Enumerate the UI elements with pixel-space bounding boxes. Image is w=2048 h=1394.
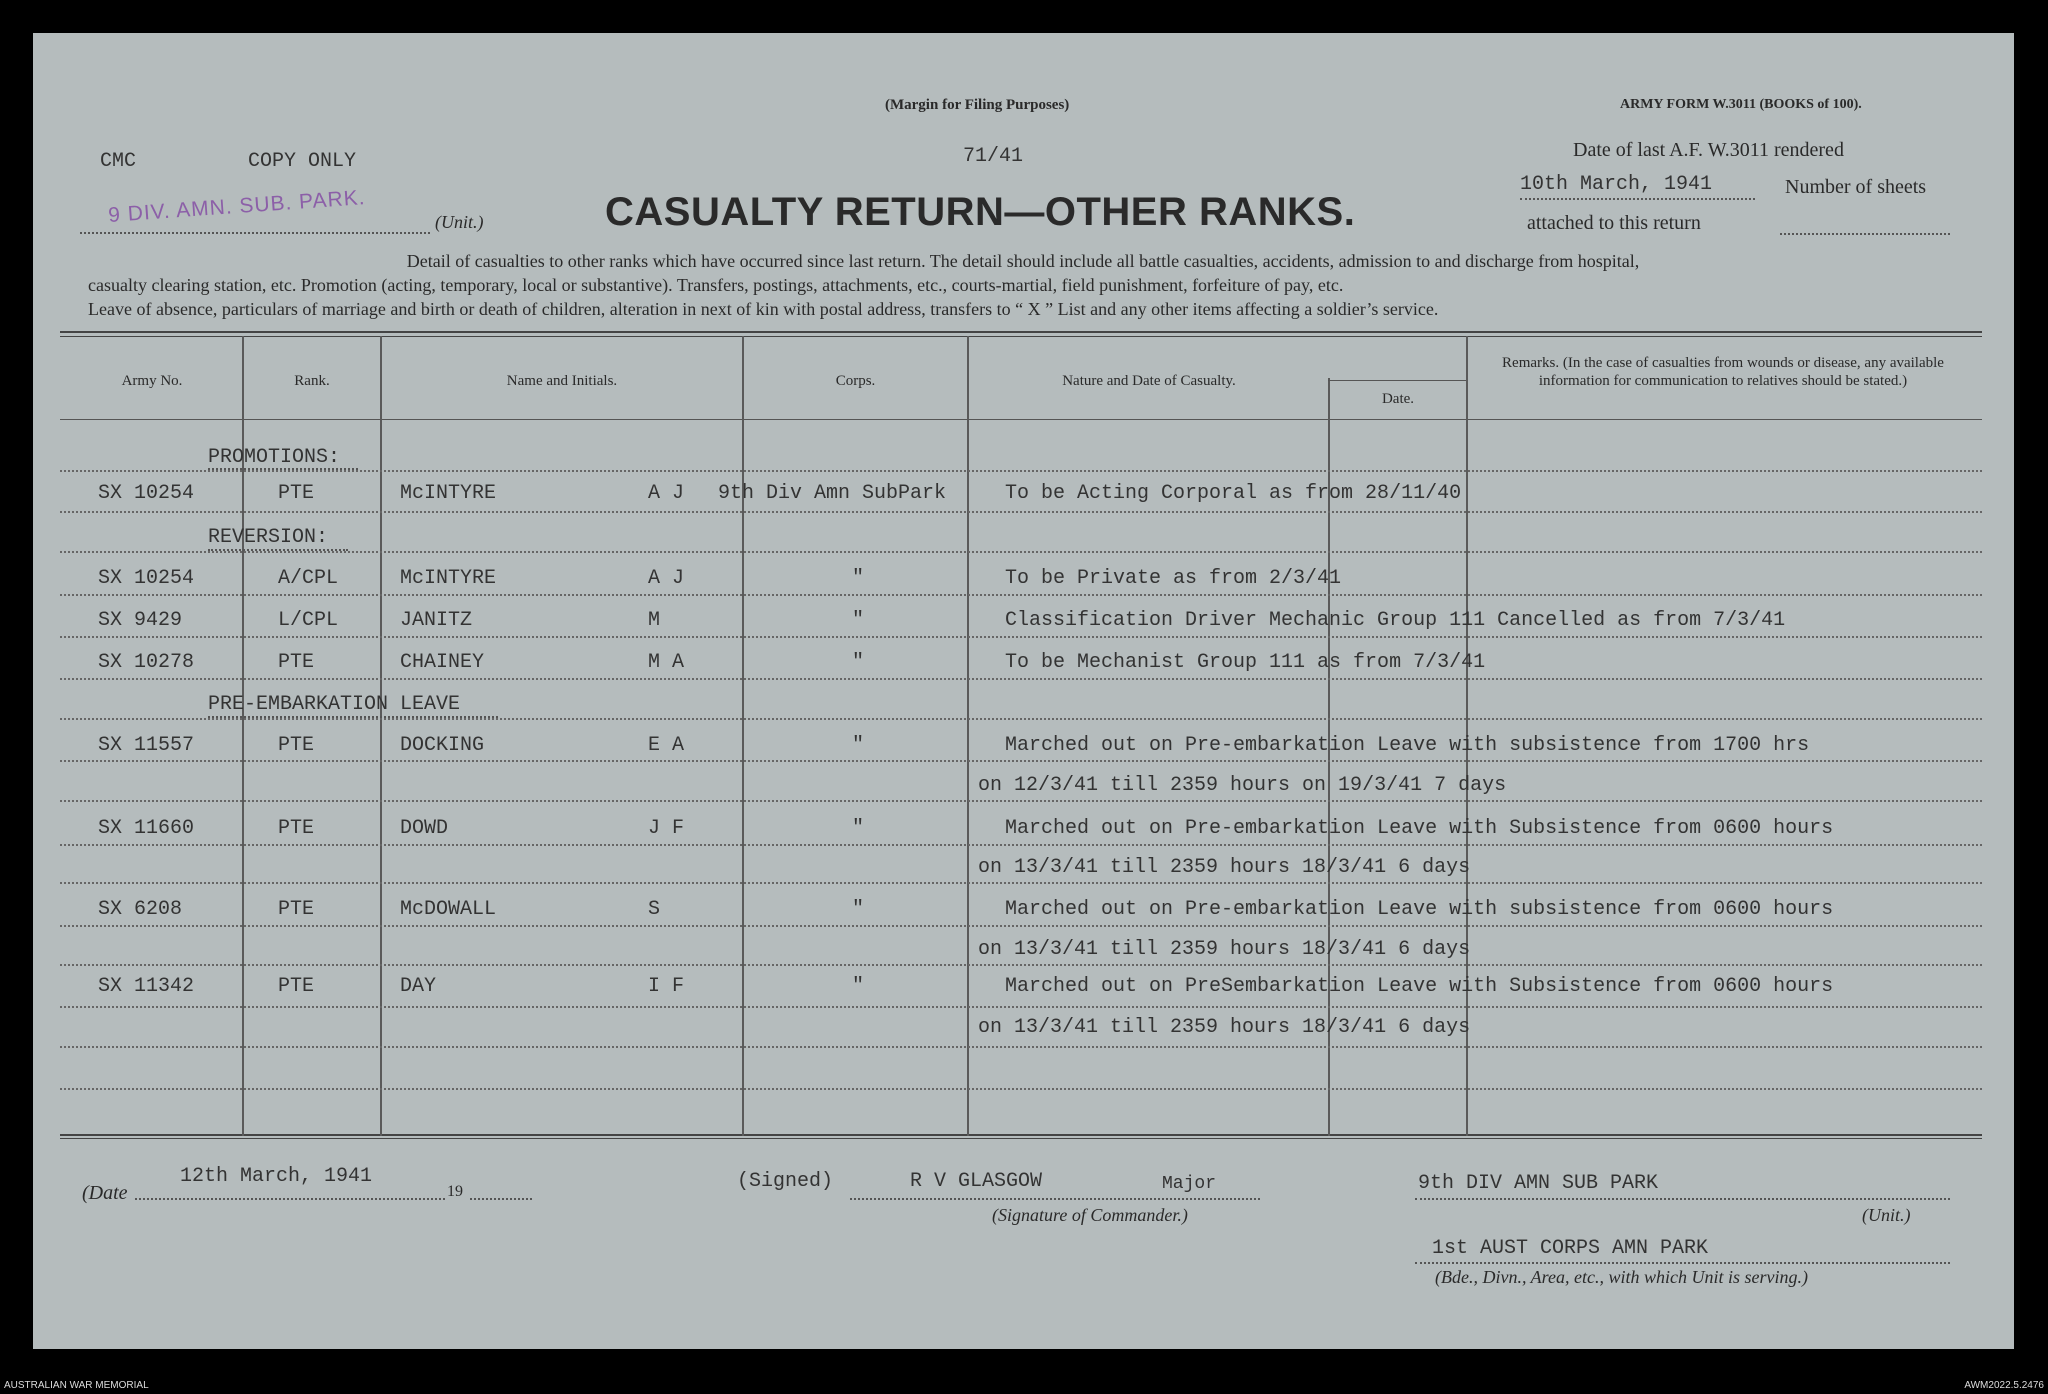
nature: Classification Driver Mechanic Group 111 Cancelled as from 7/3/41 — [1005, 609, 1786, 632]
nature-continued: on 13/3/41 till 2359 hours 18/3/41 6 days — [978, 856, 1471, 879]
reference-number: 71/41 — [963, 145, 1024, 168]
table-top-rule-2 — [60, 336, 1982, 337]
nature: Marched out on Pre-embarkation Leave with subsistence from 0600 hours — [1005, 898, 1834, 921]
row-line — [60, 718, 1982, 720]
nature-continued: on 12/3/41 till 2359 hours on 19/3/41 7 days — [978, 774, 1507, 797]
col-rank: Rank. — [294, 373, 330, 389]
initials: J F — [648, 817, 685, 840]
col-sep-3 — [742, 336, 744, 1136]
unit-stamp: 9 DIV. AMN. SUB. PARK. — [107, 186, 367, 227]
nature: To be Private as from 2/3/41 — [1005, 567, 1342, 590]
rank: PTE — [278, 651, 315, 674]
table-top-rule — [60, 331, 1982, 333]
nature-continued: on 13/3/41 till 2359 hours 18/3/41 6 days — [978, 938, 1471, 961]
initials: A J — [648, 482, 685, 505]
unit-label: (Unit.) — [435, 212, 484, 232]
nature: Marched out on PreSembarkation Leave with Subsistence from 0600 hours — [1005, 975, 1834, 998]
rank: A/CPL — [278, 567, 339, 590]
corps: " — [852, 609, 865, 632]
row-line — [60, 470, 1982, 472]
section-reversion: REVERSION: — [208, 526, 329, 549]
army-no: SX 10278 — [98, 651, 195, 674]
unit-value: 9th DIV AMN SUB PARK — [1418, 1172, 1659, 1195]
signature-rank: Major — [1162, 1174, 1217, 1194]
row-line — [60, 1046, 1982, 1048]
rank: PTE — [278, 975, 315, 998]
initials: S — [648, 898, 661, 921]
row-line — [60, 800, 1982, 802]
row-line — [60, 511, 1982, 513]
formation-value: 1st AUST CORPS AMN PARK — [1432, 1237, 1709, 1260]
rank: PTE — [278, 898, 315, 921]
formation-caption: (Bde., Divn., Area, etc., with which Unit is serving.) — [1435, 1267, 1808, 1287]
credit-right: AWM2022.5.2476 — [1964, 1380, 2044, 1391]
sheets-line — [1780, 233, 1950, 235]
col-army-no: Army No. — [121, 373, 183, 389]
rank: PTE — [278, 482, 315, 505]
instruction-line-3: Leave of absence, particulars of marriage and birth or death of children, alteration in next of kin with postal address, transfers to “ X ” List and any other items affecting a soldier’s service. — [88, 299, 1439, 319]
corps: " — [852, 898, 865, 921]
row-line — [60, 844, 1982, 846]
table-bottom-rule — [60, 1134, 1982, 1136]
section-underline — [208, 468, 358, 470]
section-promotions: PROMOTIONS: — [208, 446, 341, 469]
formation-line — [1415, 1262, 1950, 1264]
attached-label: attached to this return — [1527, 212, 1701, 234]
unit-footer-line — [1415, 1198, 1950, 1200]
corps: " — [852, 975, 865, 998]
row-line — [60, 1088, 1982, 1090]
army-no: SX 11557 — [98, 734, 195, 757]
corps: " — [852, 817, 865, 840]
table-bottom-rule-2 — [60, 1138, 1982, 1139]
date-label: (Date — [82, 1182, 128, 1204]
army-no: SX 9429 — [98, 609, 183, 632]
army-no: SX 6208 — [98, 898, 183, 921]
corps: " — [852, 651, 865, 674]
name: DOWD — [400, 817, 449, 840]
row-line — [60, 925, 1982, 927]
name: McDOWALL — [400, 898, 497, 921]
col-sep-2 — [380, 336, 382, 1136]
rank: L/CPL — [278, 609, 339, 632]
date-value: 12th March, 1941 — [180, 1165, 373, 1188]
nature: Marched out on Pre-embarkation Leave with subsistence from 1700 hrs — [1005, 734, 1810, 757]
initials: E A — [648, 734, 685, 757]
name: DAY — [400, 975, 437, 998]
row-line — [60, 594, 1982, 596]
form-title: CASUALTY RETURN—OTHER RANKS. — [605, 190, 1356, 234]
nature-continued: on 13/3/41 till 2359 hours 18/3/41 6 days — [978, 1016, 1471, 1039]
cmc-mark: CMC — [100, 150, 137, 173]
section-pre-embarkation: PRE-EMBARKATION LEAVE — [208, 693, 461, 716]
name: DOCKING — [400, 734, 485, 757]
col-nature: Nature and Date of Casualty. — [1062, 373, 1236, 389]
col-sep-4 — [967, 336, 969, 1136]
army-form-label: ARMY FORM W.3011 (BOOKS of 100). — [1620, 97, 1862, 112]
header-bottom-rule — [60, 419, 1982, 420]
col-date: Date. — [1381, 391, 1415, 407]
army-no: SX 11342 — [98, 975, 195, 998]
corps: " — [852, 567, 865, 590]
row-line — [60, 636, 1982, 638]
date-line — [135, 1198, 445, 1200]
signature-line — [850, 1198, 1260, 1200]
date-sub-rule — [1328, 380, 1466, 381]
instruction-line-2: casualty clearing station, etc. Promotion (acting, temporary, local or substantive). Transfers, postings, attachments, etc., courts-martial, field punishment, forfeiture of pay, etc. — [88, 275, 1344, 295]
date-suffix: 19 — [447, 1183, 463, 1200]
initials: A J — [648, 567, 685, 590]
nature: Marched out on Pre-embarkation Leave with Subsistence from 0600 hours — [1005, 817, 1834, 840]
nature: To be Acting Corporal as from 28/11/40 — [1005, 482, 1462, 505]
corps: 9th Div Amn SubPark — [718, 482, 947, 505]
army-no: SX 10254 — [98, 482, 195, 505]
section-underline — [208, 716, 498, 718]
rank: PTE — [278, 734, 315, 757]
date-last-value: 10th March, 1941 — [1520, 173, 1713, 196]
row-line — [60, 551, 1982, 553]
army-no: SX 10254 — [98, 567, 195, 590]
name: JANITZ — [400, 609, 473, 632]
row-line — [60, 964, 1982, 966]
initials: M — [648, 609, 661, 632]
signature-caption: (Signature of Commander.) — [992, 1205, 1188, 1225]
instructions — [88, 249, 1958, 321]
army-no: SX 11660 — [98, 817, 195, 840]
unit-line — [80, 232, 430, 234]
instruction-line-1: Detail of casualties to other ranks which have occurred since last return. The detail should include all battle casualties, accidents, admission to and discharge from hospital, — [406, 251, 1640, 271]
row-line — [60, 1006, 1982, 1008]
initials: M A — [648, 651, 685, 674]
corps: " — [852, 734, 865, 757]
col-name: Name and Initials. — [506, 373, 618, 389]
col-remarks: Remarks. (In the case of casualties from wounds or disease, any available information for communication to relatives should be stated.) — [1502, 355, 1944, 389]
rank: PTE — [278, 817, 315, 840]
initials: I F — [648, 975, 685, 998]
row-line — [60, 760, 1982, 762]
signed-label: (Signed) — [737, 1170, 834, 1193]
row-line — [60, 882, 1982, 884]
sheets-label: Number of sheets — [1785, 176, 1927, 198]
date-suffix-line — [470, 1198, 532, 1200]
copy-only-mark: COPY ONLY — [248, 150, 357, 173]
section-underline — [208, 549, 348, 551]
row-line — [60, 678, 1982, 680]
name: McINTYRE — [400, 567, 497, 590]
margin-note: (Margin for Filing Purposes) — [885, 97, 1070, 113]
date-last-label: Date of last A.F. W.3011 rendered — [1573, 139, 1844, 161]
col-corps: Corps. — [835, 373, 876, 389]
date-last-line — [1520, 198, 1755, 200]
name: CHAINEY — [400, 651, 485, 674]
signature: R V GLASGOW — [910, 1170, 1043, 1193]
credit-left: AUSTRALIAN WAR MEMORIAL — [4, 1380, 149, 1391]
name: McINTYRE — [400, 482, 497, 505]
unit-caption: (Unit.) — [1862, 1205, 1911, 1225]
nature: To be Mechanist Group 111 as from 7/3/41 — [1005, 651, 1486, 674]
